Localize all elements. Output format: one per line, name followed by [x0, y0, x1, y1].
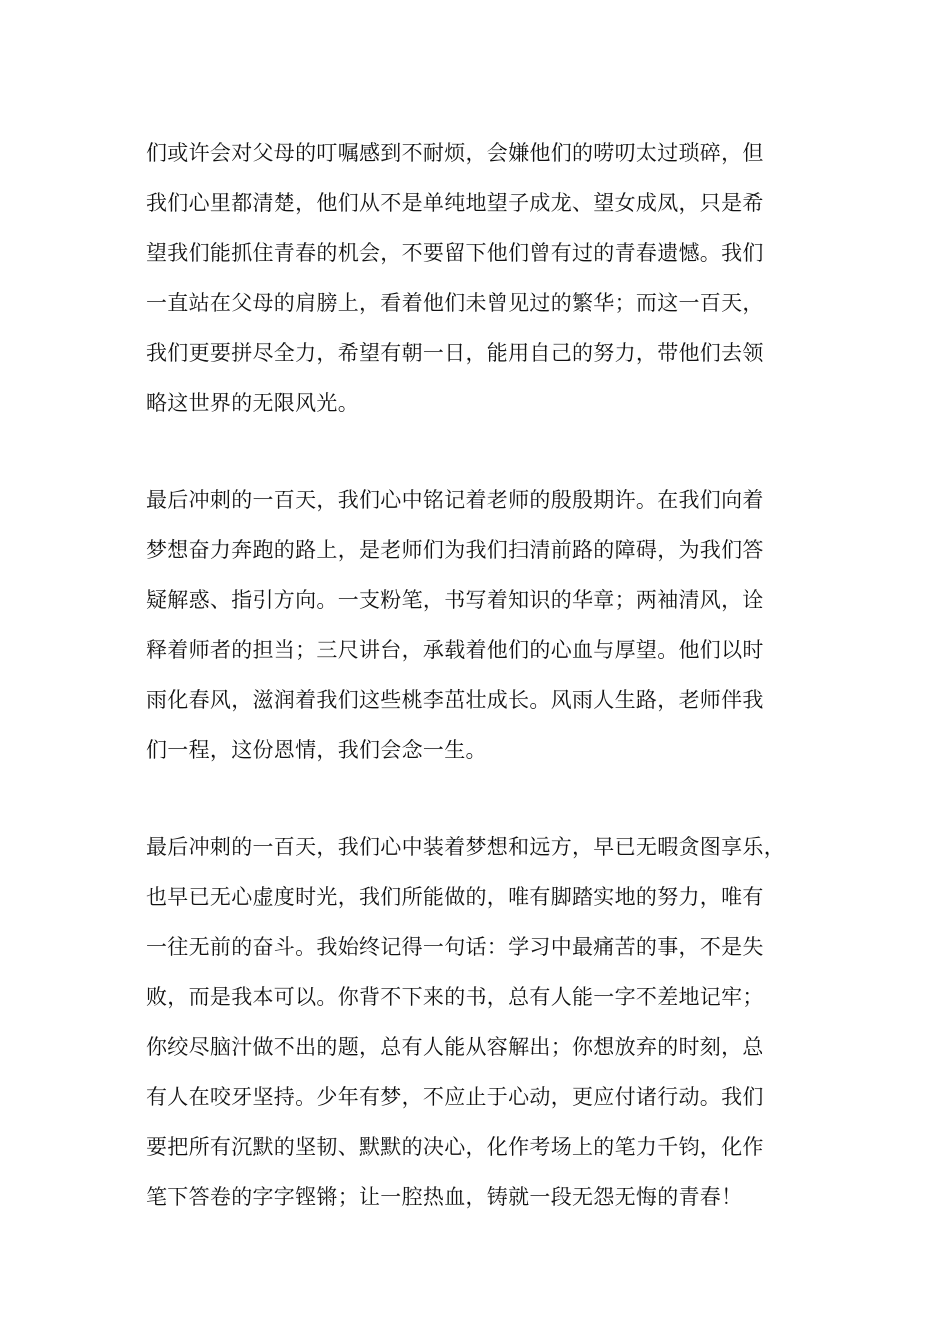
text-line: 们或许会对父母的叮嘱感到不耐烦，会嫌他们的唠叨太过琐碎，但: [146, 141, 764, 165]
paragraph-dreams: [146, 822, 816, 1222]
text-line: 我们心里都清楚，他们从不是单纯地望子成龙、望女成凤，只是希: [146, 191, 764, 215]
text-line: 最后冲刺的一百天，我们心中装着梦想和远方，早已无暇贪图享乐，: [146, 835, 785, 859]
text-line: 笔下答卷的字字铿锵；让一腔热血，铸就一段无怨无悔的青春！: [146, 1185, 743, 1209]
text-line: 最后冲刺的一百天，我们心中铭记着老师的殷殷期许。在我们向着: [146, 488, 764, 512]
text-line: 们一程，这份恩情，我们会念一生。: [146, 738, 487, 762]
text-line: 疑解惑、指引方向。一支粉笔，书写着知识的华章；两袖清风，诠: [146, 588, 764, 612]
text-line: 释着师者的担当；三尺讲台，承载着他们的心血与厚望。他们以时: [146, 638, 764, 662]
text-line: 你绞尽脑汁做不出的题，总有人能从容解出；你想放弃的时刻，总: [146, 1035, 764, 1059]
text-line: 要把所有沉默的坚韧、默默的决心，化作考场上的笔力千钧，化作: [146, 1135, 764, 1159]
text-line: 雨化春风，滋润着我们这些桃李茁壮成长。风雨人生路，老师伴我: [146, 688, 764, 712]
text-line: 一直站在父母的肩膀上，看着他们未曾见过的繁华；而这一百天，: [146, 291, 764, 315]
text-line: 败，而是我本可以。你背不下来的书，总有人能一字不差地记牢；: [146, 985, 764, 1009]
text-line: 也早已无心虚度时光，我们所能做的，唯有脚踏实地的努力，唯有: [146, 885, 764, 909]
text-line: 略这世界的无限风光。: [146, 391, 359, 415]
paragraph-parents: [146, 128, 816, 428]
text-line: 有人在咬牙坚持。少年有梦，不应止于心动，更应付诸行动。我们: [146, 1085, 764, 1109]
text-line: 我们更要拼尽全力，希望有朝一日，能用自己的努力，带他们去领: [146, 341, 764, 365]
text-line: 一往无前的奋斗。我始终记得一句话：学习中最痛苦的事，不是失: [146, 935, 764, 959]
paragraph-teachers: [146, 475, 816, 775]
text-line: 望我们能抓住青春的机会，不要留下他们曾有过的青春遗憾。我们: [146, 241, 764, 265]
text-line: 梦想奋力奔跑的路上，是老师们为我们扫清前路的障碍，为我们答: [146, 538, 764, 562]
